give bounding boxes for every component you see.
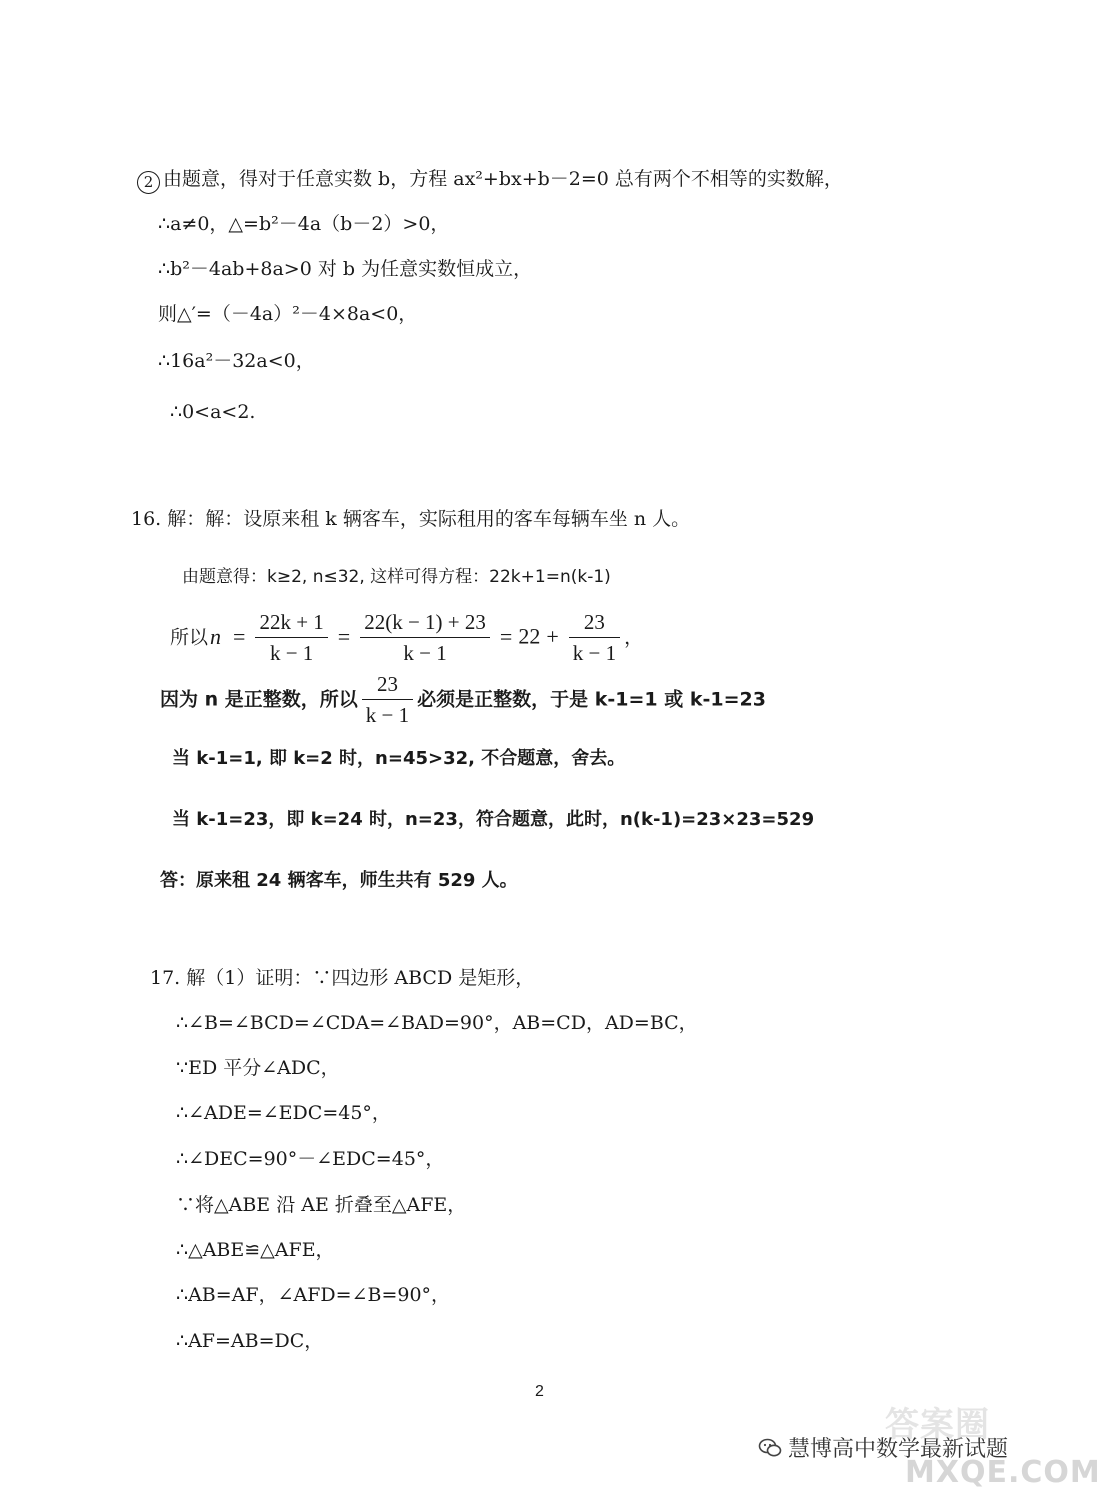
fraction-3 xyxy=(569,610,620,666)
fraction-3-numerator: 23 xyxy=(569,610,620,638)
page-number: 2 xyxy=(535,1383,544,1400)
q16-formula-line xyxy=(170,610,643,666)
q17-line-6: ∴△ABE≌△AFE， xyxy=(176,1239,335,1261)
watermark-badge-text: 答案圈 xyxy=(885,1405,990,1445)
q17-line-8: ∴AF=AB=DC， xyxy=(176,1330,324,1352)
fraction-2 xyxy=(360,610,490,666)
watermark-site xyxy=(905,1455,1101,1491)
formula-suffix: ， xyxy=(624,626,644,649)
q17-line-2: ∵ED 平分∠ADC， xyxy=(176,1057,340,1079)
q17-line-7: ∴AB=AF，∠AFD=∠B=90°， xyxy=(176,1284,451,1306)
q17-line-1: ∴∠B=∠BCD=∠CDA=∠BAD=90°，AB=CD，AD=BC， xyxy=(176,1012,698,1034)
equals-sign: = xyxy=(337,623,351,649)
reason-fraction-denominator: k − 1 xyxy=(365,703,410,728)
watermark-account-name: 慧博高中数学最新试题 xyxy=(788,1437,1009,1462)
q15-text: 由题意，得对于任意实数 b，方程 ax²+bx+b－2=0 总有两个不相等的实数解， xyxy=(163,168,843,190)
circled-number-marker: 2 xyxy=(137,171,160,194)
reason-prefix: 因为 n 是正整数，所以 xyxy=(160,688,358,711)
q15-line-4: 则△′=（－4a）²－4×8a<0， xyxy=(158,303,418,325)
q15-line-1 xyxy=(137,168,843,194)
q17-line-5: ∵将△ABE 沿 AE 折叠至△AFE， xyxy=(176,1194,467,1216)
q16-case-1: 当 k-1=1, 即 k=2 时，n=45>32, 不合题意，舍去。 xyxy=(172,748,626,769)
q16-answer: 答：原来租 24 辆客车，师生共有 529 人。 xyxy=(160,870,518,891)
reason-fraction xyxy=(362,672,413,728)
formula-variable-n: n xyxy=(210,623,222,649)
equals-sign: = xyxy=(233,623,246,649)
q17-line-3: ∴∠ADE=∠EDC=45°， xyxy=(176,1102,391,1124)
fraction-3-denominator: k − 1 xyxy=(572,641,617,666)
wechat-icon xyxy=(758,1437,782,1459)
q15-line-6: ∴0<a<2. xyxy=(170,401,256,423)
q16-heading: 16. 解：解：设原来租 k 辆客车，实际租用的客车每辆车坐 n 人。 xyxy=(131,508,691,530)
q16-condition-line: 由题意得：k≥2, n≤32, 这样可得方程：22k+1=n(k-1) xyxy=(182,567,611,587)
constant-term: 22 xyxy=(518,623,541,649)
q16-reason-line xyxy=(160,672,766,728)
q15-line-5: ∴16a²－32a<0， xyxy=(158,350,315,372)
reason-suffix: 必须是正整数，于是 k-1=1 或 k-1=23 xyxy=(417,688,766,711)
q17-heading: 17. 解（1）证明：∵四边形 ABCD 是矩形， xyxy=(150,967,535,989)
q15-line-3: ∴b²－4ab+8a>0 对 b 为任意实数恒成立， xyxy=(158,258,533,280)
q16-case-2: 当 k-1=23，即 k=24 时，n=23，符合题意，此时，n(k-1)=23×23=529 xyxy=(172,809,815,830)
plus-sign: + xyxy=(546,623,559,649)
equals-sign: = xyxy=(499,623,513,649)
fraction-2-numerator: 22(k − 1) + 23 xyxy=(360,610,490,638)
watermark-badge-stamp xyxy=(885,1405,990,1446)
q15-line-2: ∴a≠0，△=b²－4a（b－2）>0， xyxy=(158,213,450,235)
fraction-2-denominator: k − 1 xyxy=(403,641,447,666)
reason-fraction-numerator: 23 xyxy=(362,672,413,700)
q17-line-4: ∴∠DEC=90°－∠EDC=45°， xyxy=(176,1148,445,1170)
watermark-site-text: MXQE.COM xyxy=(905,1455,1101,1490)
fraction-1-numerator: 22k + 1 xyxy=(255,610,327,638)
formula-prefix: 所以 xyxy=(170,626,209,649)
fraction-1-denominator: k − 1 xyxy=(269,641,314,666)
fraction-1 xyxy=(255,610,327,666)
